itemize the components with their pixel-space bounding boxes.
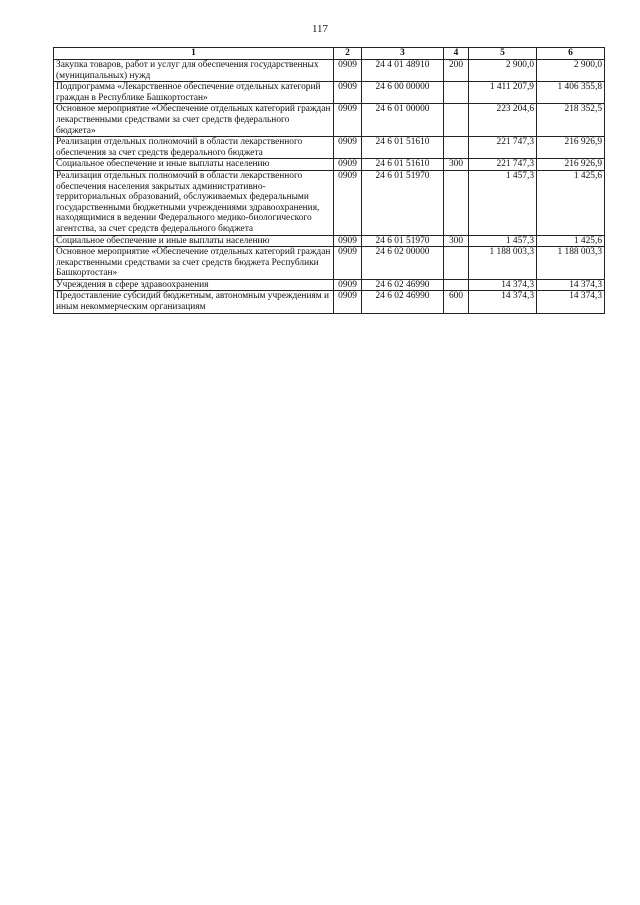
row-expense-type: 300 — [444, 159, 469, 171]
row-section: 0909 — [334, 279, 362, 291]
row-sum-2: 1 188 003,3 — [537, 247, 605, 280]
row-section: 0909 — [334, 137, 362, 159]
row-expense-type: 200 — [444, 60, 469, 82]
page-number: 117 — [311, 23, 329, 35]
table-row — [54, 104, 605, 137]
row-sum-2: 14 374,3 — [537, 279, 605, 291]
column-header: 4 — [444, 48, 469, 60]
row-sum-1: 14 374,3 — [469, 291, 537, 313]
row-sum-1: 2 900,0 — [469, 60, 537, 82]
row-name: Реализация отдельных полномочий в области лекарственного обеспечения за счет средств федерального бюджета — [54, 137, 334, 159]
row-section: 0909 — [334, 170, 362, 235]
budget-table — [53, 47, 605, 314]
column-header: 5 — [469, 48, 537, 60]
row-name: Подпрограмма «Лекарственное обеспечение отдельных категорий граждан в Республике Башкортостан» — [54, 82, 334, 104]
row-code: 24 6 01 51610 — [362, 159, 444, 171]
row-sum-1: 1 411 207,9 — [469, 82, 537, 104]
row-section: 0909 — [334, 247, 362, 280]
table-row — [54, 60, 605, 82]
column-header: 1 — [54, 48, 334, 60]
row-name: Предоставление субсидий бюджетным, автономным учреждениям и иным некоммерческим организациям — [54, 291, 334, 313]
table-row — [54, 82, 605, 104]
row-expense-type — [444, 247, 469, 280]
row-sum-1: 223 204,6 — [469, 104, 537, 137]
row-sum-2: 1 425,6 — [537, 170, 605, 235]
row-sum-2: 14 374,3 — [537, 291, 605, 313]
table-row — [54, 170, 605, 235]
row-name: Основное мероприятие «Обеспечение отдельных категорий граждан лекарственными средствами за счет средств бюджета Республики Башкортостан» — [54, 247, 334, 280]
row-expense-type — [444, 137, 469, 159]
table-row — [54, 291, 605, 313]
table-header-row — [54, 48, 605, 60]
row-sum-2: 216 926,9 — [537, 137, 605, 159]
row-sum-1: 1 457,3 — [469, 170, 537, 235]
row-code: 24 6 02 46990 — [362, 279, 444, 291]
row-code: 24 6 01 51970 — [362, 235, 444, 247]
table-row — [54, 159, 605, 171]
row-section: 0909 — [334, 82, 362, 104]
row-code: 24 4 01 48910 — [362, 60, 444, 82]
row-name: Учреждения в сфере здравоохранения — [54, 279, 334, 291]
row-code: 24 6 02 46990 — [362, 291, 444, 313]
row-expense-type — [444, 82, 469, 104]
row-name: Социальное обеспечение и иные выплаты населению — [54, 159, 334, 171]
row-name: Реализация отдельных полномочий в области лекарственного обеспечения населения закрытых административно-территориальных образований, обслуживаемых федеральными государственными бюджетными учреждениями здравоохранения, находящимися в ведении Федерального медико-биологического агентства, за счет средств федерального бюджета — [54, 170, 334, 235]
row-sum-2: 216 926,9 — [537, 159, 605, 171]
row-code: 24 6 01 00000 — [362, 104, 444, 137]
row-sum-1: 1 457,3 — [469, 235, 537, 247]
table-row — [54, 279, 605, 291]
row-sum-2: 1 425,6 — [537, 235, 605, 247]
row-expense-type — [444, 104, 469, 137]
row-sum-1: 221 747,3 — [469, 159, 537, 171]
column-header: 6 — [537, 48, 605, 60]
row-code: 24 6 02 00000 — [362, 247, 444, 280]
row-sum-2: 218 352,5 — [537, 104, 605, 137]
row-name: Основное мероприятие «Обеспечение отдельных категорий граждан лекарственными средствами за счет средств федерального бюджета» — [54, 104, 334, 137]
row-sum-1: 14 374,3 — [469, 279, 537, 291]
row-section: 0909 — [334, 291, 362, 313]
row-sum-2: 1 406 355,8 — [537, 82, 605, 104]
row-expense-type: 300 — [444, 235, 469, 247]
column-header: 2 — [334, 48, 362, 60]
row-section: 0909 — [334, 159, 362, 171]
table-row — [54, 235, 605, 247]
row-section: 0909 — [334, 235, 362, 247]
row-code: 24 6 00 00000 — [362, 82, 444, 104]
row-expense-type — [444, 279, 469, 291]
column-header: 3 — [362, 48, 444, 60]
table-row — [54, 137, 605, 159]
row-sum-1: 1 188 003,3 — [469, 247, 537, 280]
row-sum-2: 2 900,0 — [537, 60, 605, 82]
row-expense-type — [444, 170, 469, 235]
row-expense-type: 600 — [444, 291, 469, 313]
table-row — [54, 247, 605, 280]
row-section: 0909 — [334, 60, 362, 82]
row-code: 24 6 01 51610 — [362, 137, 444, 159]
row-name: Социальное обеспечение и иные выплаты населению — [54, 235, 334, 247]
row-code: 24 6 01 51970 — [362, 170, 444, 235]
row-name: Закупка товаров, работ и услуг для обеспечения государственных (муниципальных) нужд — [54, 60, 334, 82]
row-sum-1: 221 747,3 — [469, 137, 537, 159]
row-section: 0909 — [334, 104, 362, 137]
